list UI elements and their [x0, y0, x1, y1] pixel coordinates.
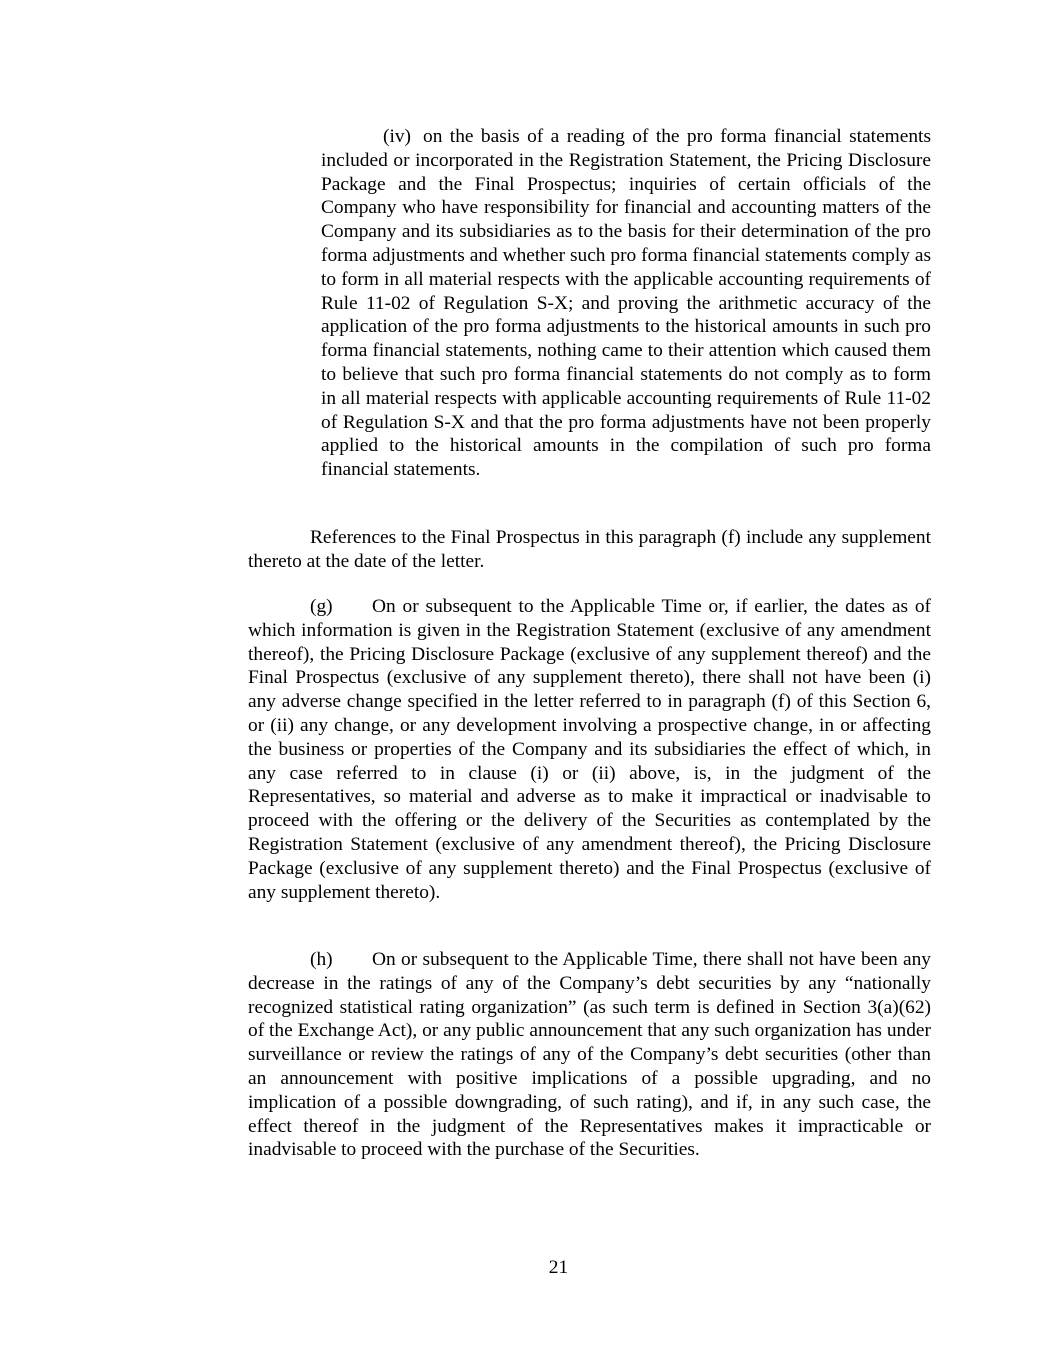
- paragraph-iv-label: (iv): [383, 126, 411, 147]
- paragraph-iv-text: on the basis of a reading of the pro forma financial statements included or incorporated in the Registration Statement, the Pricing Disclosure Package and the Final Prospectus; inquiries of certain officials of the Company who have responsibility for financial and accounting matters of the Company and its subsidiaries as to the basis for their determination of the pro forma adjustments and whether such pro forma financial statements comply as to form in all material respects with the applicable accounting requirements of Rule 11-02 of Regulation S-X; and proving the arithmetic accuracy of the application of the pro forma adjustments to the historical amounts in such pro forma financial statements, nothing came to their attention which caused them to believe that such pro forma financial statements do not comply as to form in all material respects with applicable accounting requirements of Rule 11-02 of Regulation S-X and that the pro forma adjustments have not been properly applied to the historical amounts in the compilation of such pro forma financial statements.: [321, 126, 931, 481]
- paragraph-h: [248, 948, 931, 1162]
- paragraph-references-text: References to the Final Prospectus in this paragraph (f) include any supplement thereto at the date of the letter.: [248, 527, 931, 572]
- paragraph-h-label: (h): [310, 949, 333, 970]
- paragraph-h-text: On or subsequent to the Applicable Time, there shall not have been any decrease in the ratings of any of the Company’s debt securities by any “nationally recognized statistical rating organization” (as such term is defined in Section 3(a)(62) of the Exchange Act), or any public announcement that any such organization has under surveillance or review the ratings of any of the Company’s debt securities (other than an announcement with positive implications of a possible upgrading, and no implication of a possible downgrading, of such rating), and if, in any such case, the effect thereof in the judgment of the Representatives makes it impracticable or inadvisable to proceed with the purchase of the Securities.: [248, 949, 931, 1161]
- paragraph-g-text: On or subsequent to the Applicable Time or, if earlier, the dates as of which information is given in the Registration Statement (exclusive of any amendment thereof), the Pricing Disclosure Package (exclusive of any supplement thereof) and the Final Prospectus (exclusive of any supplement thereto), there shall not have been (i) any adverse change specified in the letter referred to in paragraph (f) of this Section 6, or (ii) any change, or any development involving a prospective change, in or affecting the business or properties of the Company and its subsidiaries the effect of which, in any case referred to in clause (i) or (ii) above, is, in the judgment of the Representatives, so material and adverse as to make it impractical or inadvisable to proceed with the offering or the delivery of the Securities as contemplated by the Registration Statement (exclusive of any amendment thereof), the Pricing Disclosure Package (exclusive of any supplement thereto) and the Final Prospectus (exclusive of any supplement thereto).: [248, 596, 931, 903]
- paragraph-g: [248, 595, 931, 904]
- paragraph-g-label: (g): [310, 596, 333, 617]
- paragraph-references: [248, 526, 931, 574]
- page-number: 21: [548, 1257, 569, 1278]
- paragraph-iv: [321, 125, 931, 482]
